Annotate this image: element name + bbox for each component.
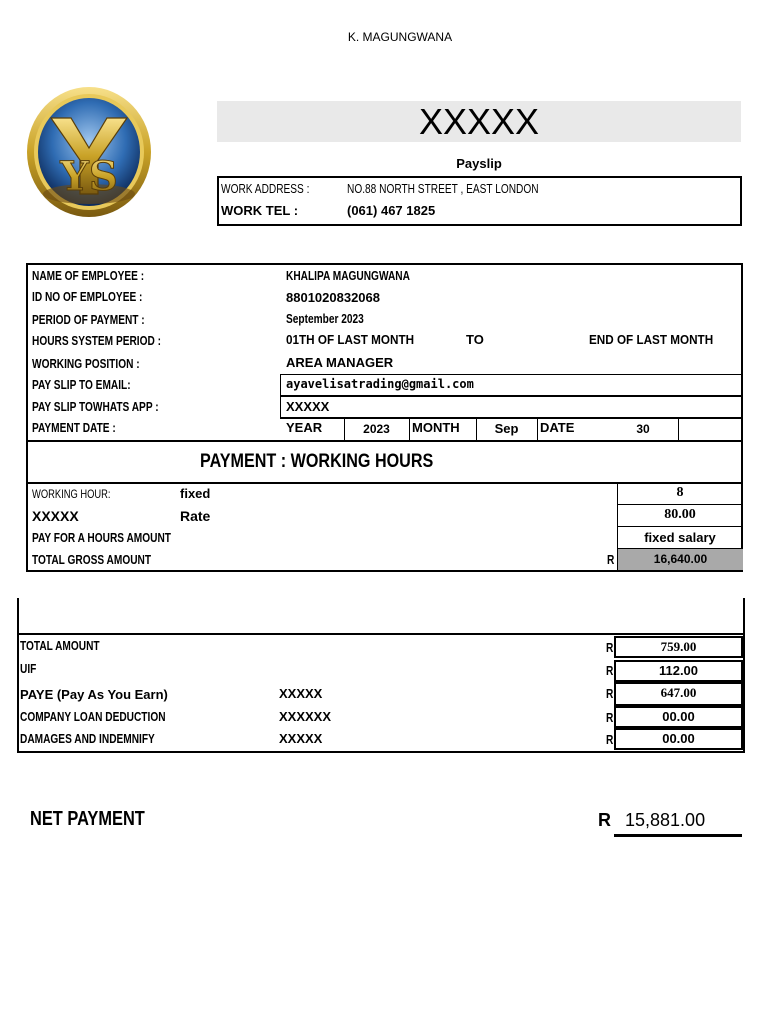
- deduction-label-loan: COMPANY LOAN DEDUCTION: [20, 709, 166, 724]
- rate-value: 80.00: [664, 507, 696, 522]
- gross-value: 16,640.00: [618, 549, 743, 570]
- email-label: PAY SLIP TO EMAIL:: [32, 377, 131, 392]
- work-address-label: WORK ADDRESS :: [221, 181, 310, 196]
- gross-currency: R: [607, 552, 615, 567]
- deduction-mid-paye: XXXXX: [279, 686, 323, 701]
- employee-details-box: [26, 263, 743, 572]
- year-label: YEAR: [286, 420, 323, 435]
- deduction-mid-loan: XXXXXX: [279, 709, 332, 724]
- work-address-value: NO.88 NORTH STREET , EAST LONDON: [347, 181, 539, 196]
- rate-left-label: XXXXX: [32, 508, 79, 524]
- company-logo: [26, 86, 152, 218]
- deduction-value-paye: 647.00: [614, 682, 743, 706]
- working-position-value: AREA MANAGER: [286, 355, 394, 370]
- payment-heading: PAYMENT : WORKING HOURS: [200, 451, 434, 472]
- deduction-label-paye: PAYE (Pay As You Earn): [20, 687, 168, 702]
- employee-id-label: ID NO OF EMPLOYEE :: [32, 289, 143, 304]
- month-value: Sep: [494, 421, 519, 436]
- svg-text:YS: YS: [60, 153, 118, 200]
- whatsapp-value: XXXXX: [286, 399, 330, 414]
- hours-period-to: TO: [466, 332, 484, 347]
- deduction-currency-loan: R: [606, 710, 614, 725]
- hours-period-label: HOURS SYSTEM PERIOD :: [32, 333, 162, 348]
- employee-id-value: 8801020832068: [286, 290, 380, 305]
- work-address-box: [217, 176, 742, 226]
- deduction-currency-damages: R: [606, 732, 614, 747]
- working-hour-value: 8: [676, 485, 684, 500]
- net-payment-value: 15,881.00: [625, 810, 706, 830]
- pay-hours-value: fixed salary: [644, 530, 716, 545]
- deduction-label-uif: UIF: [20, 661, 37, 676]
- whatsapp-field-box: [280, 396, 743, 418]
- whatsapp-label: PAY SLIP TOWHATS APP :: [32, 399, 159, 414]
- month-label: MONTH: [412, 420, 460, 435]
- deduction-value-uif: 112.00: [614, 660, 743, 682]
- payment-period-value: September 2023: [286, 311, 364, 326]
- deduction-mid-damages: XXXXX: [279, 731, 323, 746]
- work-tel-label: WORK TEL :: [221, 203, 299, 218]
- deduction-value-loan: 00.00: [614, 706, 743, 728]
- deduction-value-damages: 00.00: [614, 728, 743, 750]
- working-position-label: WORKING POSITION :: [32, 356, 140, 371]
- working-hour-label: WORKING HOUR:: [32, 487, 111, 501]
- payment-date-label: PAYMENT DATE :: [32, 420, 116, 435]
- employee-name-value: KHALIPA MAGUNGWANA: [286, 268, 410, 283]
- hours-period-end: END OF LAST MONTH: [589, 332, 714, 347]
- working-hour-type: fixed: [180, 486, 211, 501]
- owner-name: K. MAGUNGWANA: [347, 30, 453, 44]
- deduction-value-total: 759.00: [614, 636, 743, 658]
- deduction-currency-uif: R: [606, 663, 614, 678]
- hours-period-from: 01TH OF LAST MONTH: [286, 332, 415, 347]
- net-payment-currency: R: [598, 810, 611, 830]
- deduction-currency-paye: R: [606, 686, 614, 701]
- rate-label: Rate: [180, 508, 211, 524]
- employee-name-label: NAME OF EMPLOYEE :: [32, 268, 145, 283]
- payment-period-label: PERIOD OF PAYMENT :: [32, 312, 145, 327]
- payslip-title: Payslip: [456, 156, 502, 171]
- net-payment-underline: [614, 834, 742, 837]
- deduction-currency-total: R: [606, 640, 614, 655]
- date-value: 30: [636, 422, 650, 436]
- gross-label: TOTAL GROSS AMOUNT: [32, 552, 152, 567]
- net-payment-label: NET PAYMENT: [30, 808, 145, 830]
- date-label: DATE: [540, 420, 575, 435]
- company-name-banner: XXXXX: [217, 101, 741, 142]
- year-value: 2023: [363, 422, 390, 436]
- pay-hours-label: PAY FOR A HOURS AMOUNT: [32, 530, 171, 545]
- deduction-label-total: TOTAL AMOUNT: [20, 638, 100, 653]
- work-tel-value: (061) 467 1825: [347, 203, 436, 218]
- logo-emblem-icon: [26, 86, 152, 218]
- deduction-label-damages: DAMAGES AND INDEMNIFY: [20, 731, 155, 746]
- email-value: ayavelisatrading@gmail.com: [286, 377, 474, 391]
